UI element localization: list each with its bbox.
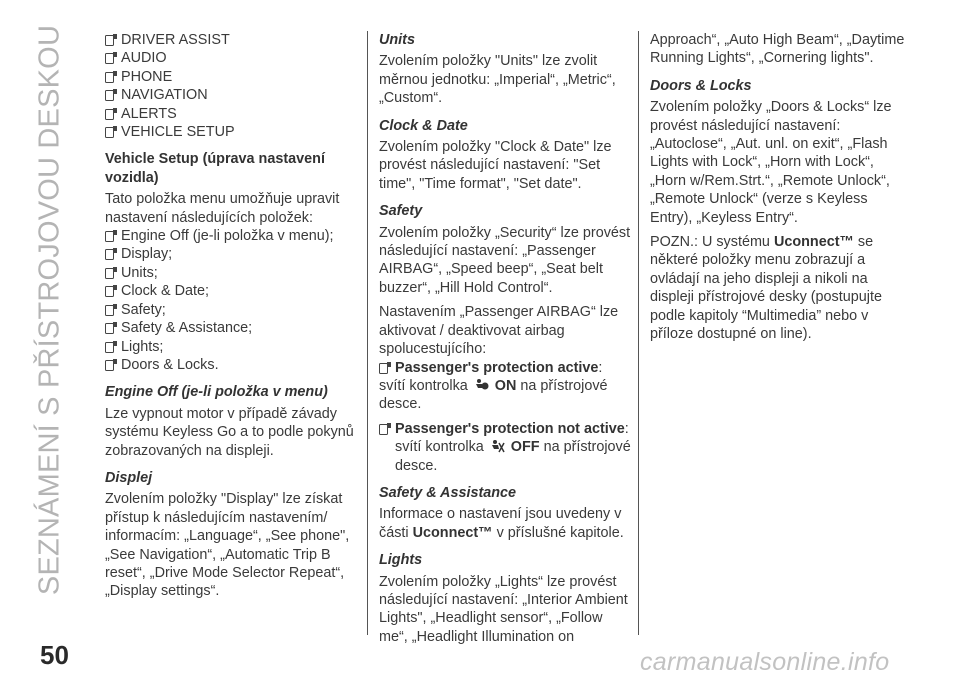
displej-heading: Displej	[105, 469, 153, 486]
section-side-title: SEZNÁMENÍ S PŘÍSTROJOVOU DESKOU	[33, 24, 66, 596]
clock-heading: Clock & Date	[379, 117, 468, 134]
list-item: Engine Off (je-li položka v menu);	[105, 227, 357, 245]
bullet-icon	[105, 109, 114, 120]
bullet-icon	[105, 90, 114, 101]
bullet-icon	[105, 323, 114, 334]
bullet-icon	[105, 231, 114, 242]
safety-heading: Safety	[379, 203, 423, 220]
lights-text-continued: Approach“, „Auto High Beam“, „Daytime Running Lights“, „Cornering lights".	[650, 32, 905, 67]
airbag-warning-icon	[473, 378, 489, 392]
vehicle-setup-intro: Tato položka menu umožňuje upravit nastavení následujících položek:	[105, 191, 340, 226]
list-item: Display;	[105, 245, 357, 263]
units-text: Zvolením položky "Units" lze zvolit měrnou jednotku: „Imperial“, „Metric“, „Custom“.	[379, 53, 616, 107]
list-item: Safety & Assistance;	[105, 319, 357, 337]
list-item: Units;	[105, 264, 357, 282]
column-2	[379, 31, 634, 652]
note-text: POZN.: U systému Uconnect™ se některé položky menu zobrazují a ovládají na jeho displeji a nikoli na displeji přístrojové desky (postupujte podle kapitoly “Multimedia” nebo v příloze dostupné on line).	[650, 234, 882, 343]
safety-assist-heading: Safety & Assistance	[379, 484, 517, 501]
bullet-icon	[105, 342, 114, 353]
airbag-off-item: Passenger's protection not active: svítí kontrolka OFF na přístrojové desce.	[379, 420, 634, 475]
bullet-icon	[379, 363, 388, 374]
airbag-text: Nastavením „Passenger AIRBAG“ lze aktivovat / deaktivovat airbag spolucestujícího:	[379, 304, 619, 358]
bullet-icon	[105, 249, 114, 260]
column-divider	[638, 31, 639, 635]
doors-text: Zvolením položky „Doors & Locks“ lze provést následující nastavení: „Autoclose“, „Aut. unl. on exit“, „Flash Lights with Lock“, „Horn with Lock“, „Horn w/Rem.Strt.“, „Remote Unlock“, „Remote Unlock“ (verze s Keyless Entry), „Keyless Entry“.	[650, 99, 892, 226]
list-item: PHONE	[105, 68, 357, 86]
list-item: Doors & Locks.	[105, 356, 357, 374]
list-item: NAVIGATION	[105, 86, 357, 104]
airbag-on-item: Passenger's protection active:	[379, 359, 634, 377]
safety-text: Zvolením položky „Security“ lze provést následující nastavení: „Passenger AIRBAG“, „Speed beep“, „Seat belt buzzer“, „Hill Hold Control“.	[379, 224, 631, 296]
column-divider	[367, 31, 368, 635]
bullet-icon	[105, 286, 114, 297]
list-item: AUDIO	[105, 49, 357, 67]
page-number: 50	[40, 640, 69, 670]
bullet-icon	[105, 127, 114, 138]
list-item: ALERTS	[105, 105, 357, 123]
bullet-icon	[105, 305, 114, 316]
column-3	[650, 31, 910, 350]
units-heading: Units	[379, 32, 415, 48]
safety-assist-text: Informace o nastavení jsou uvedeny v části Uconnect™ v příslušné kapitole.	[379, 506, 624, 541]
bullet-icon	[105, 360, 114, 371]
lights-text: Zvolením položky „Lights“ lze provést následující nastavení: „Interior Ambient Lights", „Headlight sensor“, „Follow me“, „Headlight Illumination on	[379, 573, 628, 645]
doors-heading: Doors & Locks	[650, 77, 752, 94]
list-item: Clock & Date;	[105, 282, 357, 300]
engine-off-text: Lze vypnout motor v případě závady systému Keyless Go a to podle pokynů zobrazovaných na displeji.	[105, 405, 354, 459]
engine-off-heading: Engine Off (je-li položka v menu)	[105, 384, 328, 401]
bullet-icon	[105, 268, 114, 279]
lights-heading: Lights	[379, 552, 423, 569]
vehicle-setup-heading: Vehicle Setup (úprava nastavení vozidla)	[105, 151, 325, 186]
list-item: DRIVER ASSIST	[105, 31, 357, 49]
setup-item-list	[105, 227, 357, 374]
list-item: Lights;	[105, 338, 357, 356]
airbag-on-desc: svítí kontrolka ON na přístrojové desce.	[379, 377, 608, 413]
column-1	[105, 31, 357, 607]
list-item: Safety;	[105, 301, 357, 319]
list-item: VEHICLE SETUP	[105, 123, 357, 141]
menu-item-list	[105, 31, 357, 141]
bullet-icon	[105, 53, 114, 64]
bullet-icon	[105, 35, 114, 46]
airbag-off-warning-icon	[489, 439, 505, 453]
displej-text: Zvolením položky "Display" lze získat přístup k následujícím nastavením/ informacím: „Language“, „See phone", „See Navigation“, „Automatic Trip B reset“, „Drive Mode Selector Repeat“, „Display settings“.	[105, 491, 350, 600]
bullet-icon	[379, 424, 388, 435]
bullet-icon	[105, 72, 114, 83]
clock-text: Zvolením položky "Clock & Date" lze provést následující nastavení: "Set time", "Time format", "Set date".	[379, 139, 612, 192]
watermark: carmanualsonline.info	[640, 648, 890, 676]
